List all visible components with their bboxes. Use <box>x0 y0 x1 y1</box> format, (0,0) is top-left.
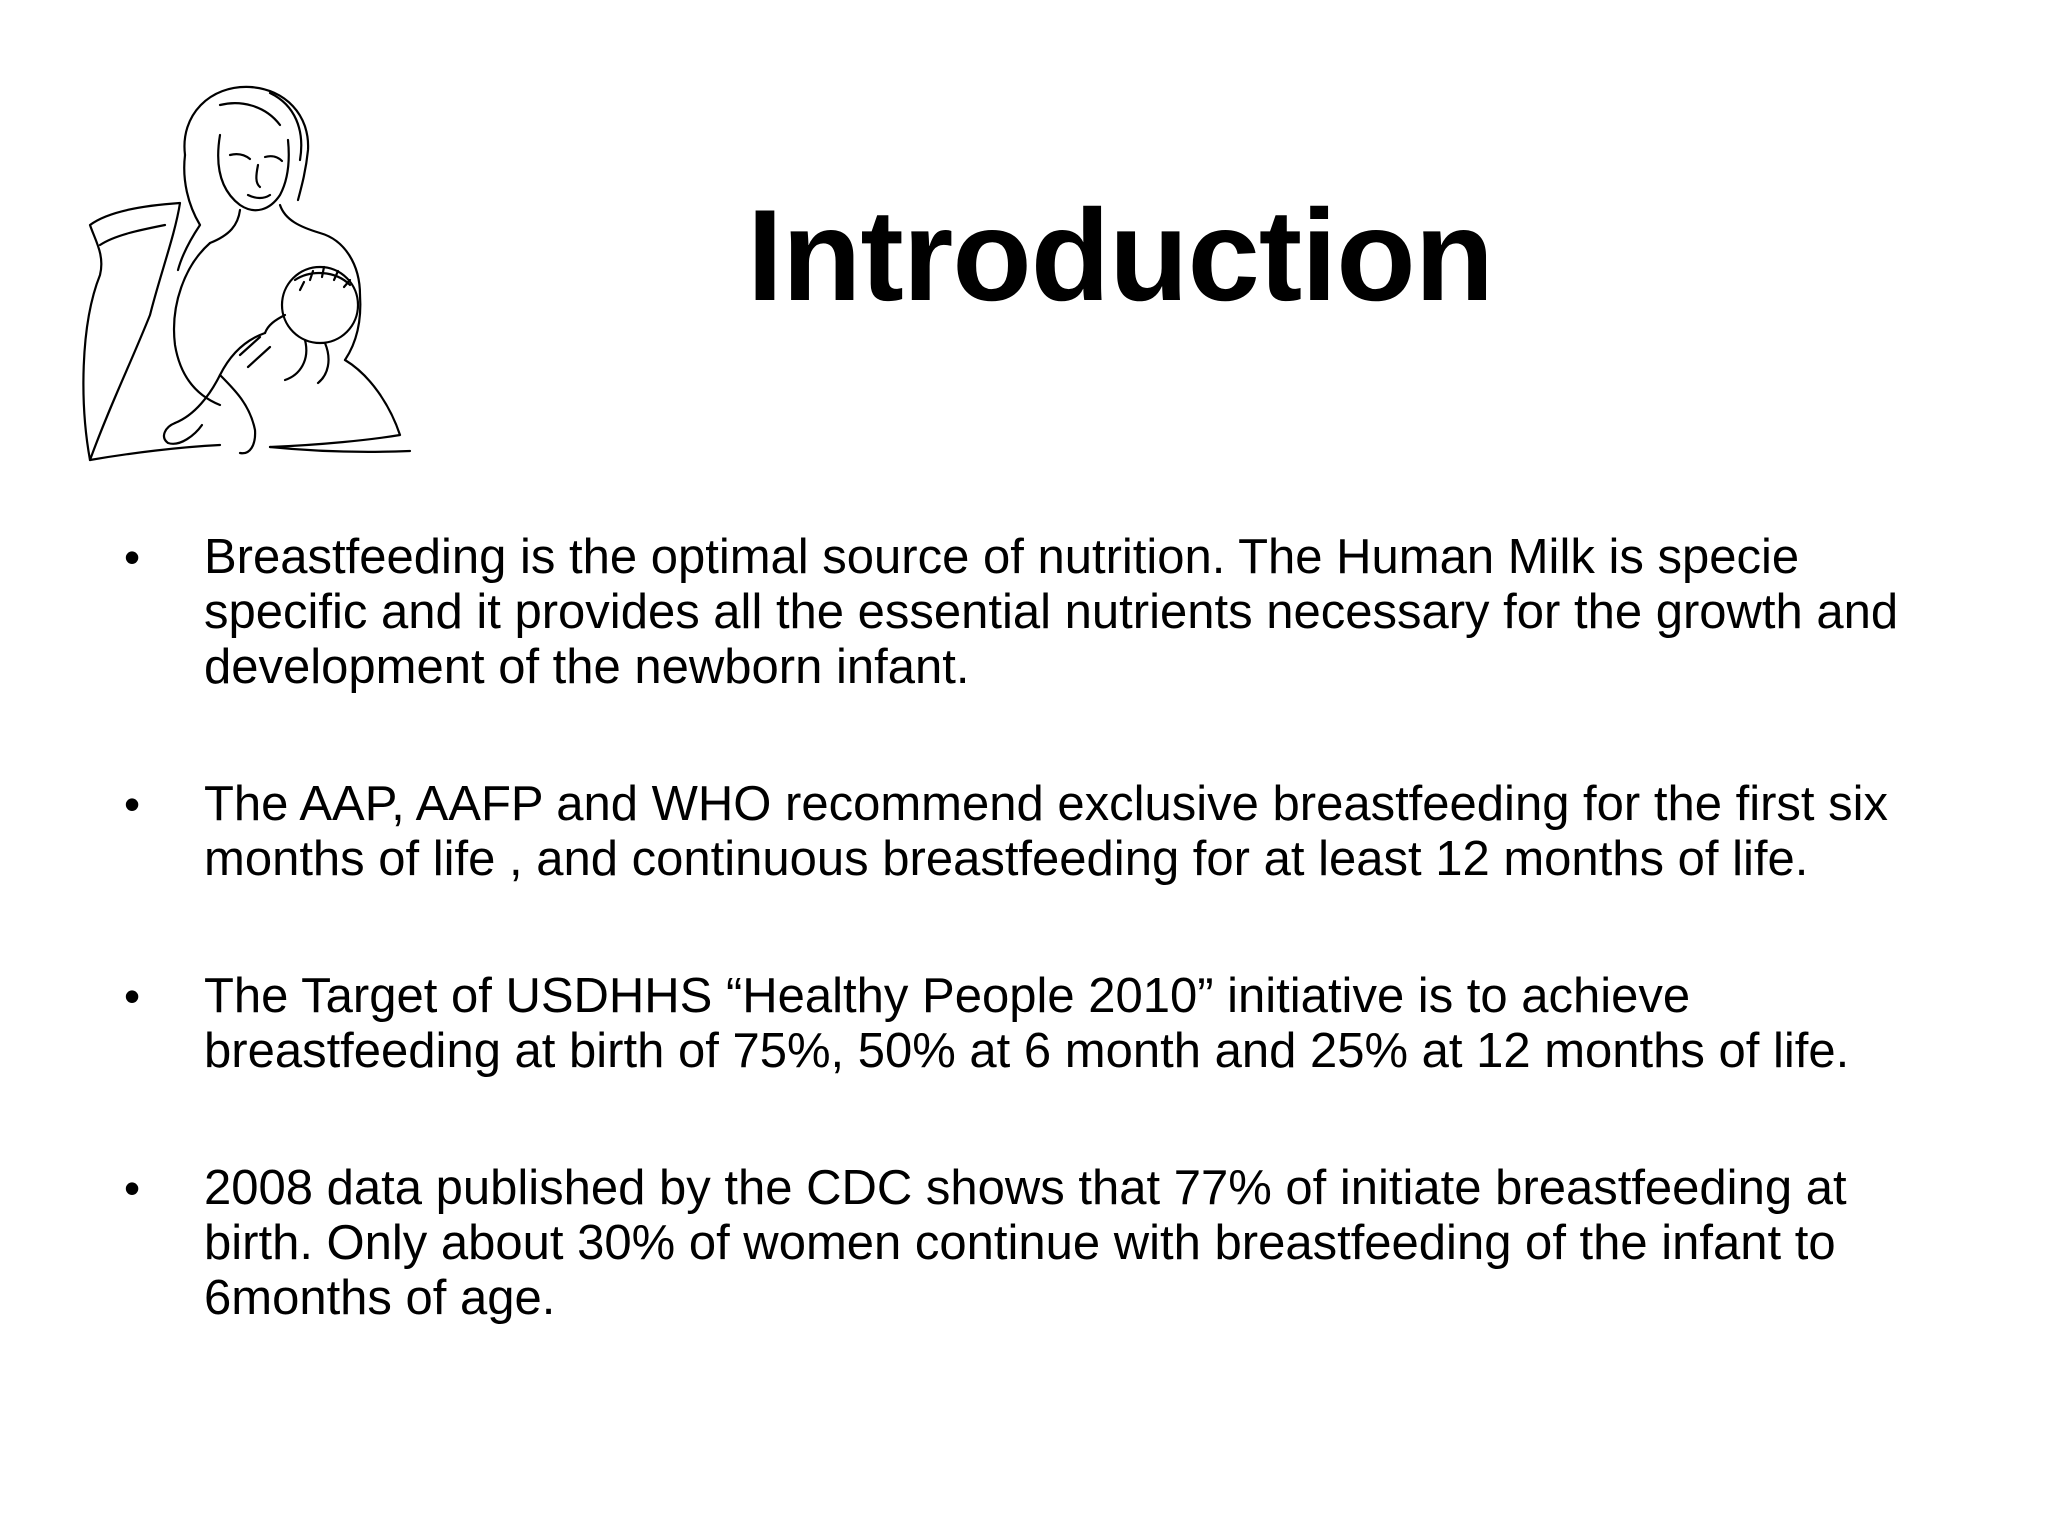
slide-title: Introduction <box>746 182 1494 328</box>
bullet-marker: • <box>124 778 141 830</box>
bullet-text: The AAP, AAFP and WHO recommend exclusive breastfeeding for the first six months of life , and continuous breastfeeding for at least 12 months of life. <box>204 777 1889 886</box>
bullet-marker: • <box>124 1162 141 1214</box>
bullet-text: The Target of USDHHS “Healthy People 2010” initiative is to achieve breastfeeding at birth of 75%, 50% at 6 month and 25% at 12 months of life. <box>204 969 1850 1078</box>
bullet-item <box>120 1161 1960 1326</box>
bullet-item <box>120 777 1960 887</box>
mother-breastfeeding-illustration <box>70 75 430 475</box>
bullet-marker: • <box>124 970 141 1022</box>
bullet-marker: • <box>124 531 141 583</box>
bullet-list <box>120 530 1960 1408</box>
bullet-text: 2008 data published by the CDC shows that 77% of initiate breastfeeding at birth. Only about 30% of women continue with breastfeeding of the infant to 6months of age. <box>204 1161 1847 1325</box>
bullet-item <box>120 969 1960 1079</box>
bullet-text: Breastfeeding is the optimal source of nutrition. The Human Milk is specie specific and it provides all the essential nutrients necessary for the growth and development of the newborn infant. <box>204 530 1899 694</box>
bullet-item <box>120 530 1960 695</box>
